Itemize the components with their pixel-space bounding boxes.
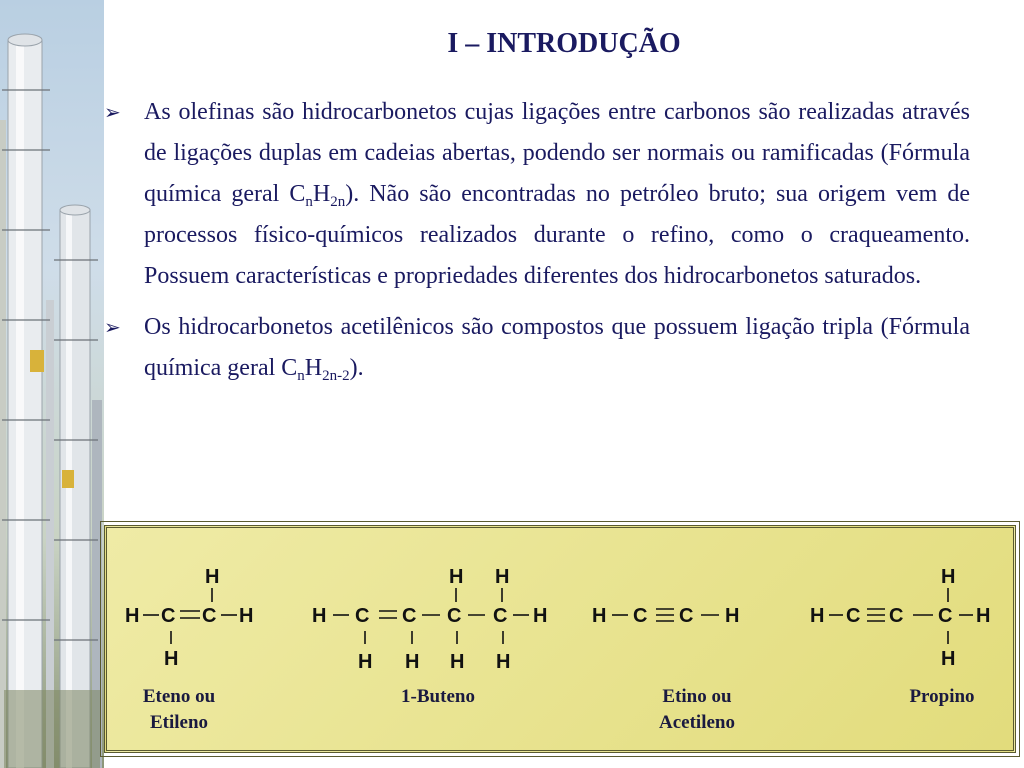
atom-h: H (725, 605, 740, 627)
atom-c: C (846, 605, 861, 627)
atom-h: H (941, 648, 956, 670)
atom-h: H (976, 605, 991, 627)
bullet-olefinas (104, 92, 970, 297)
atom-h: H (239, 605, 254, 627)
atom-h: H (592, 605, 607, 627)
atom-h: H (164, 648, 179, 670)
atom-h: H (205, 566, 220, 588)
atom-h: H (810, 605, 825, 627)
atom-c: C (679, 605, 694, 627)
atom-c: C (447, 605, 462, 627)
atom-c: C (889, 605, 904, 627)
atom-h: H (125, 605, 140, 627)
atom-c: C (938, 605, 953, 627)
atom-h: H (405, 651, 420, 673)
structural-formulas (107, 528, 1007, 744)
atom-h: H (449, 566, 464, 588)
atom-h: H (496, 651, 511, 673)
bullet-text: As olefinas são hidrocarbonetos cujas ligações entre carbonos são realizadas através de ligações duplas em cadeias abertas, podendo ser normais ou ramificadas (Fórmula química geral $C_nH_{2n}$). Não são encontradas no petróleo bruto; sua origem vem de processos físico-químicos realizados durante o refino, como o craqueamento. Possuem características e propriedades diferentes dos hidrocarbonetos saturados. (144, 99, 971, 289)
atom-c: C (493, 605, 508, 627)
molecule-1-buteno (312, 566, 547, 673)
atom-h: H (312, 605, 327, 627)
atom-c: C (355, 605, 370, 627)
atom-c: C (633, 605, 648, 627)
atom-h: H (450, 651, 465, 673)
atom-c: C (402, 605, 417, 627)
molecule-name-propino: Propino (909, 686, 975, 707)
atom-h: H (495, 566, 510, 588)
molecule-eteno (125, 566, 253, 670)
atom-c: C (161, 605, 176, 627)
arrow-bullet-icon: ➢ (104, 315, 121, 339)
molecule-name-eteno: Eteno ou Etileno (142, 686, 216, 733)
atom-h: H (941, 566, 956, 588)
atom-h: H (358, 651, 373, 673)
atom-h: H (533, 605, 548, 627)
bullet-text: Os hidrocarbonetos acetilênicos são compostos que possuem ligação tripla (Fórmula química geral $C_nH_{2n-2}$). (144, 314, 970, 384)
molecule-name-etino: Etino ou Acetileno (659, 686, 735, 733)
molecule-propino (810, 566, 990, 670)
bullet-list (104, 92, 970, 399)
slide-title: I – INTRODUÇÃO (447, 28, 681, 59)
structural-formulas-box (104, 525, 1016, 753)
arrow-bullet-icon: ➢ (104, 100, 121, 124)
molecule-name-1-buteno: 1-Buteno (401, 686, 475, 707)
bullet-acetilenicos (104, 307, 970, 389)
refinery-photo (0, 0, 104, 768)
molecule-etino (592, 605, 739, 627)
atom-c: C (202, 605, 217, 627)
